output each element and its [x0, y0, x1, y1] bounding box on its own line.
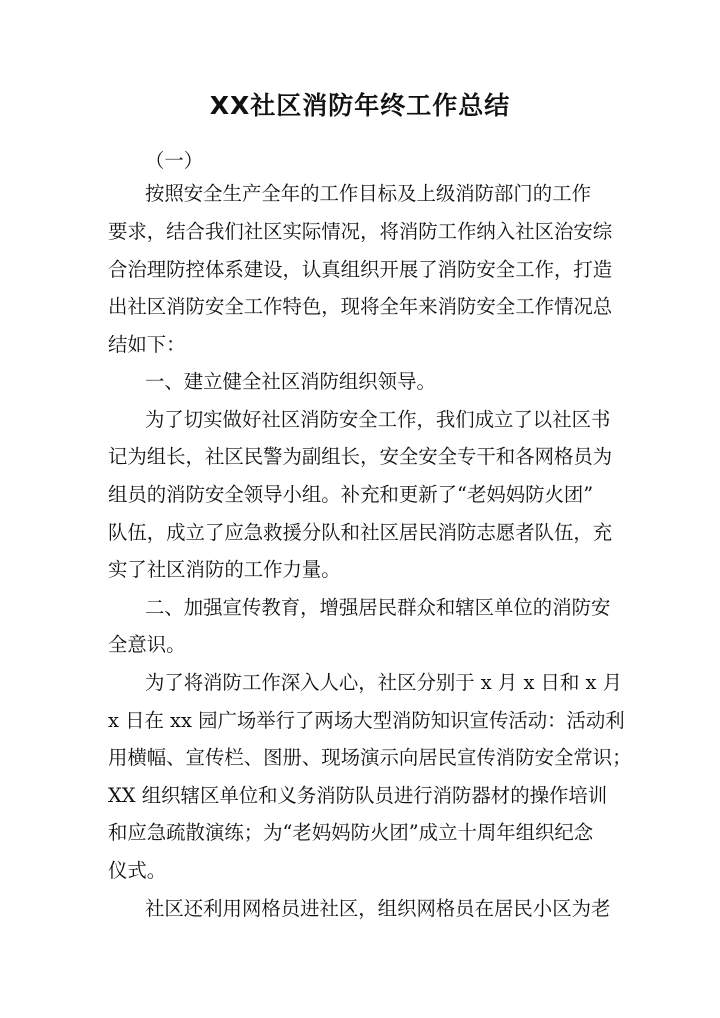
paragraph-line: 按照安全生产全年的工作目标及上级消防部门的工作 — [145, 182, 591, 205]
paragraph-line: 合治理防控体系建设，认真组织开展了消防安全工作，打造 — [108, 258, 613, 281]
section-marker: （一） — [145, 149, 204, 172]
paragraph-line: x 日在 xx 园广场举行了两场大型消防知识宣传活动：活动利 — [108, 709, 625, 732]
document-title: XX社区消防年终工作总结 — [209, 91, 511, 120]
paragraph-line: 为了将消防工作深入人心，社区分别于 x 月 x 日和 x 月 — [145, 671, 622, 694]
section-heading: 一、建立健全社区消防组织领导。 — [145, 370, 436, 393]
paragraph-line: 要求，结合我们社区实际情况，将消防工作纳入社区治安综 — [108, 220, 613, 243]
paragraph-line: 社区还利用网格员进社区，组织网格员在居民小区为老 — [145, 897, 611, 920]
paragraph-line: 记为组长，社区民警为副组长，安全安全专干和各网格员为 — [108, 445, 613, 468]
paragraph-line: 和应急疏散演练；为“老妈妈防火团”成立十周年组织纪念 — [108, 821, 594, 844]
paragraph-line: 仪式。 — [108, 859, 167, 882]
paragraph-line: 结如下： — [108, 333, 186, 356]
paragraph-line: XX 组织辖区单位和义务消防队员进行消防器材的操作培训 — [108, 784, 608, 807]
paragraph-line: 队伍，成立了应急救援分队和社区居民消防志愿者队伍，充 — [108, 521, 613, 544]
paragraph-line: 用横幅、宣传栏、图册、现场演示向居民宣传消防安全常识； — [108, 746, 632, 769]
paragraph-line: 出社区消防安全工作特色，现将全年来消防安全工作情况总 — [108, 295, 613, 318]
paragraph-line: 实了社区消防的工作力量。 — [108, 558, 341, 581]
paragraph-line: 组员的消防安全领导小组。补充和更新了“老妈妈防火团” — [108, 483, 594, 506]
paragraph-line: 为了切实做好社区消防安全工作，我们成立了以社区书 — [145, 408, 611, 431]
section-heading: 二、加强宣传教育，增强居民群众和辖区单位的消防安 — [145, 596, 611, 619]
section-heading-continued: 全意识。 — [108, 633, 186, 656]
